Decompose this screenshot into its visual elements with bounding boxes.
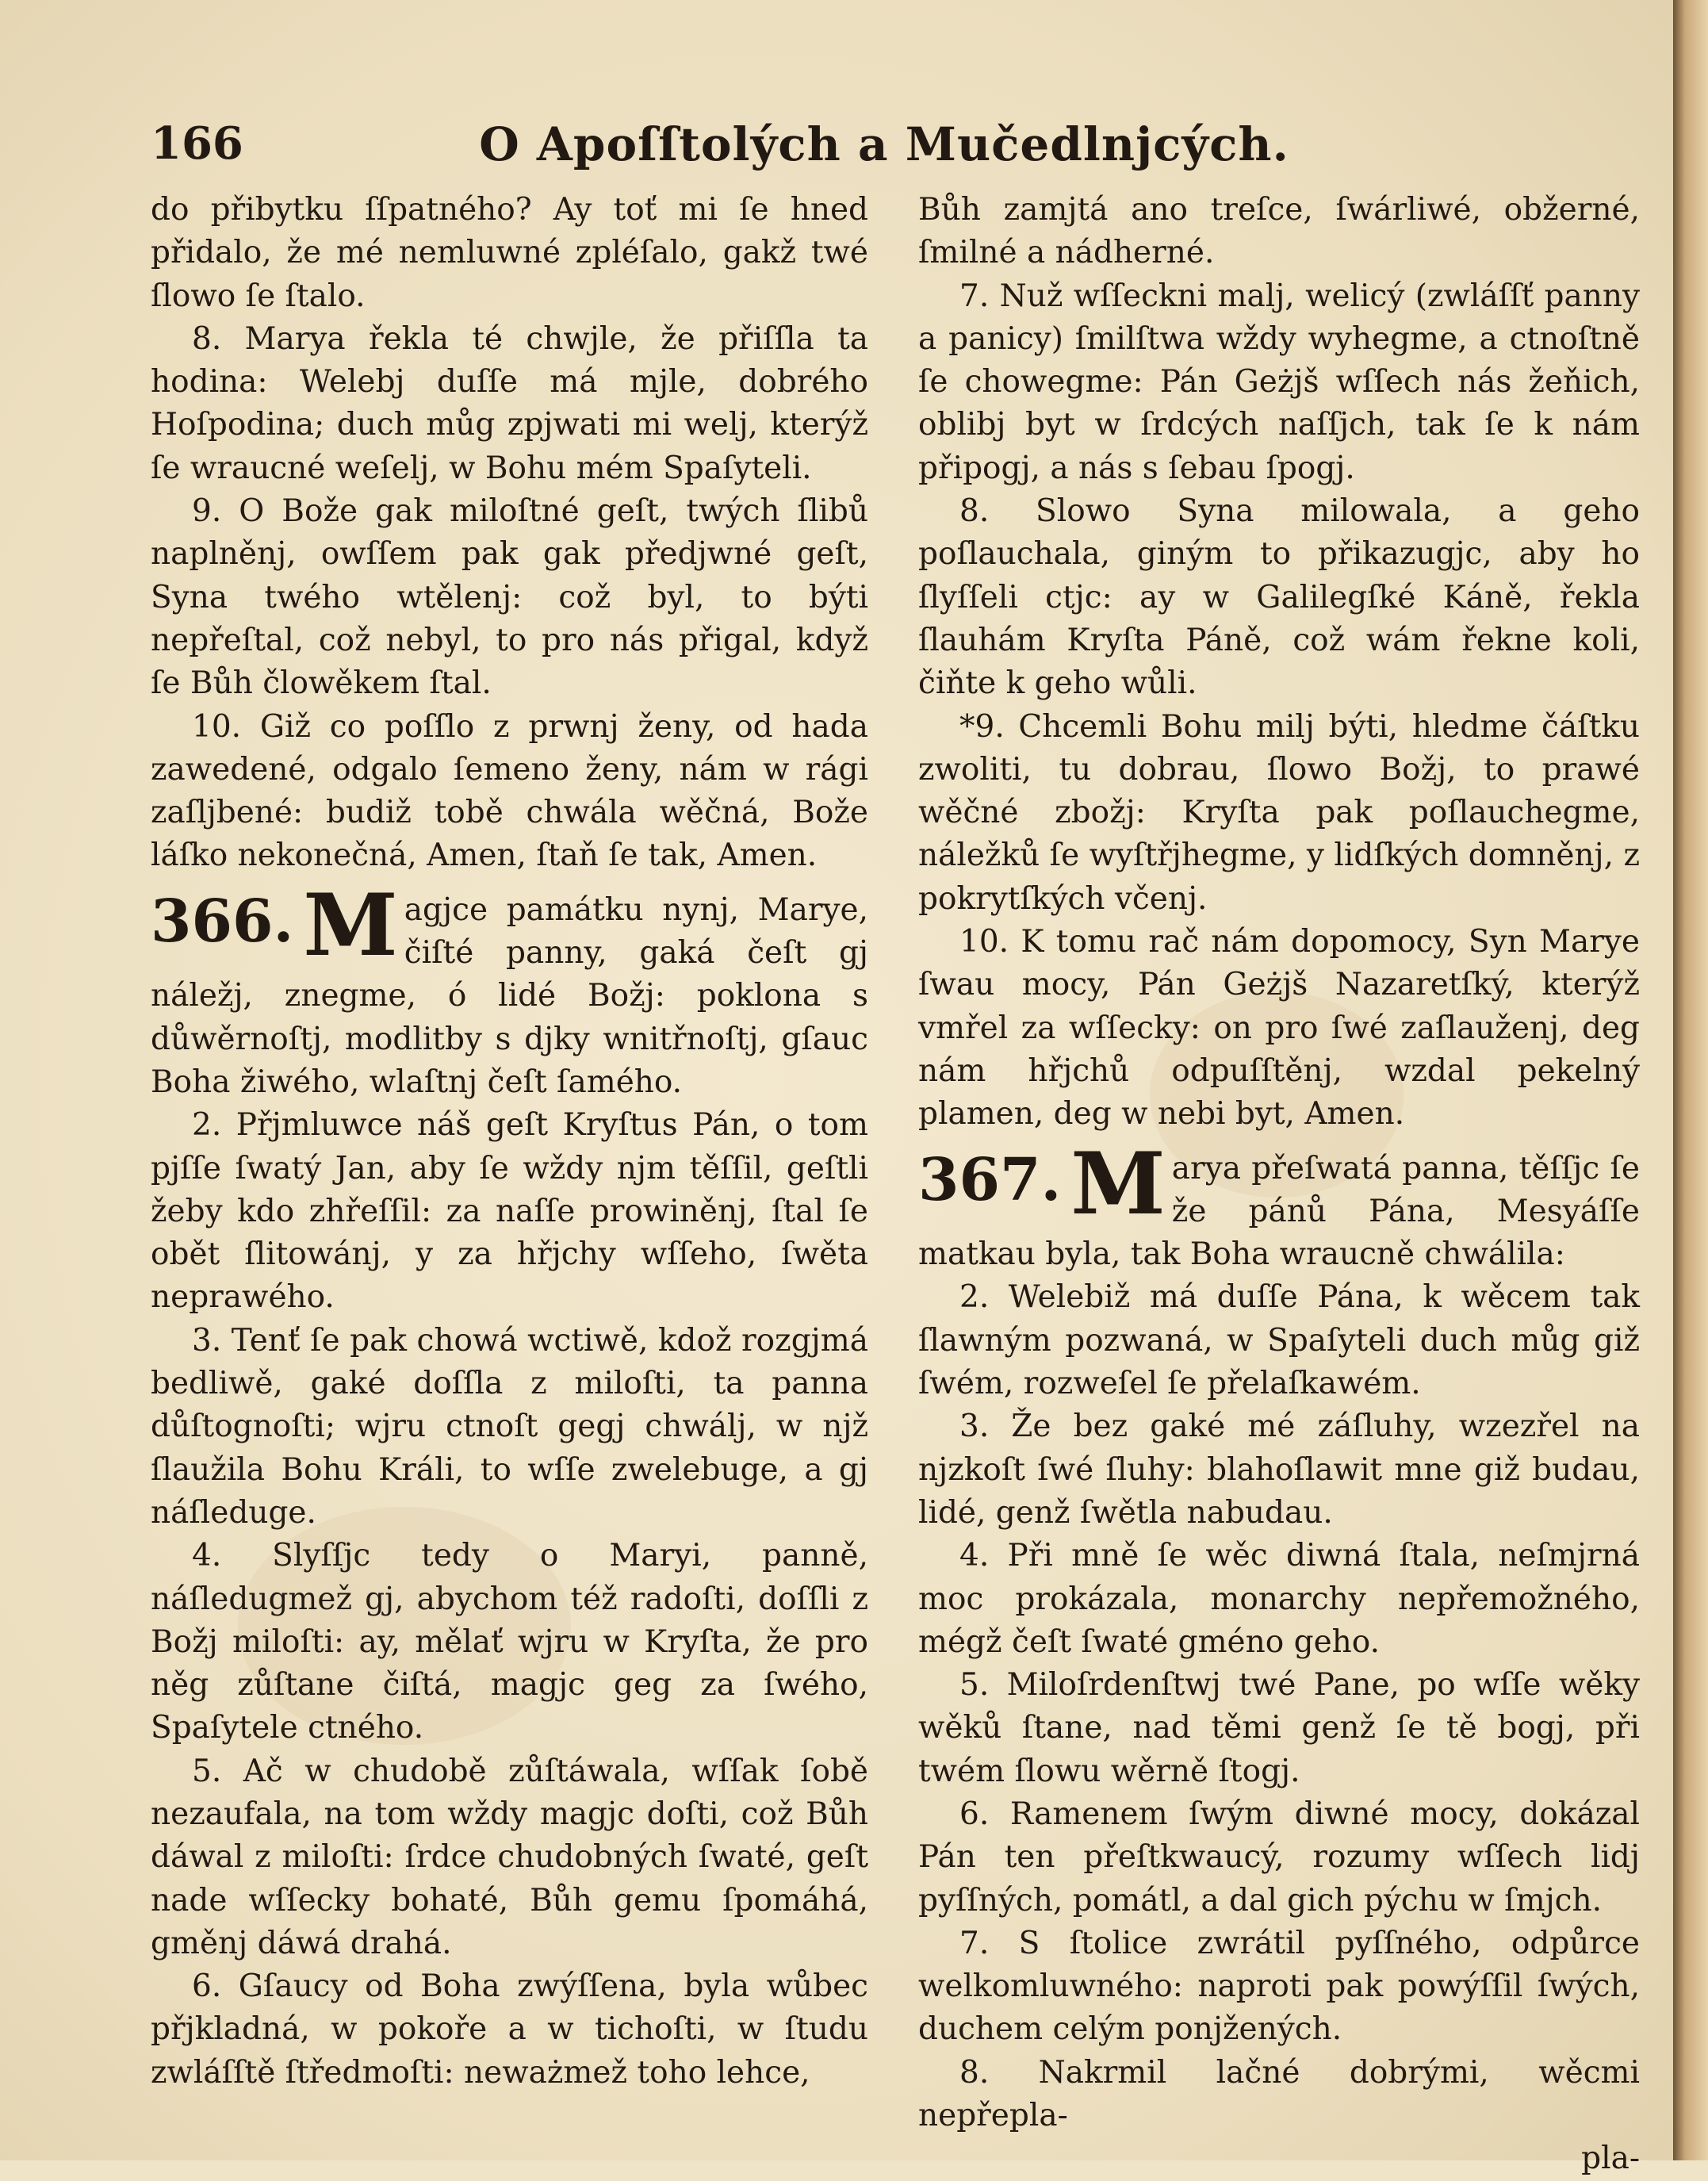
- paragraph: Bůh zamjtá ano treſce, ſwárliwé, obžerné, ſmilné a nádherné.: [918, 192, 1640, 271]
- verse: 7. S ſtolice zwrátil pyſſného, odpůrce welkomluwného: naproti pak powýſſil ſwých, duchem celým ponjžených.: [918, 1925, 1640, 2048]
- verse: 8. Nakrmil lačné dobrými, wěcmi nepřepla-: [918, 2054, 1640, 2134]
- verse: *9. Chcemli Bohu milj býti, hledme čáſtku zwoliti, tu dobrau, ſlowo Božj, to prawé wěčné zbožj: Kryſta pak poſlauchegme, náležků ſe wyſtřjhegme, y lidſkých domněnj, z pokrytſkých včenj.: [918, 708, 1640, 917]
- running-head: [151, 111, 1618, 182]
- next-page-edge: [1673, 0, 1708, 2160]
- verse: 10. Giž co poſſlo z prwnj ženy, od hada zawedené, odgalo ſemeno ženy, nám w rági zaſljbené: budiž tobě chwála wěčná, Bože láſko nekonečná, Amen, ſtaň ſe tak, Amen.: [151, 708, 868, 874]
- hymn-first-verse: arya přeſwatá panna, těſſjc ſe že pánů Pána, Mesyáſſe matkau byla, tak Boha wraucně chwálila:: [918, 1150, 1640, 1273]
- verse: 7. Nuž wſſeckni malj, welicý (zwláſſť panny a panicy) ſmilſtwa wždy wyhegme, a ctnoſtně ſe chowegme: Pán Geżjš wſſech nás žeňich, oblibj byt w ſrdcých naſſjch, tak ſe k nám připogj, a nás s ſebau ſpogj.: [918, 278, 1640, 486]
- page-number: 166: [151, 117, 243, 170]
- hymn-number: 366.: [151, 887, 294, 956]
- verse: 5. Miloſrdenſtwj twé Pane, po wſſe wěky wěků ſtane, nad těmi genž ſe tě bogj, při twém ſlowu wěrně ſtogj.: [918, 1667, 1640, 1789]
- verse: 4. Při mně ſe wěc diwná ſtala, neſmjrná moc prokázala, monarchy nepřemožného, mégž čeſt ſwaté gméno geho.: [918, 1538, 1640, 1660]
- verse: 2. Přjmluwce náš geſt Kryſtus Pán, o tom pjſſe ſwatý Jan, aby ſe wždy njm těſſil, geſtli žeby kdo zhřeſſil: za naſſe prowiněnj, ſtal ſe obět ſlitowánj, y za hřjchy wſſeho, ſwěta neprawého.: [151, 1107, 868, 1316]
- catchword: pla-: [1581, 2141, 1640, 2177]
- page-title: O Apoſſtolých a Mučedlnjcých.: [479, 117, 1289, 171]
- verse: 8. Slowo Syna milowala, a geho poſlauchala, giným to přikazugjc, aby ho ſlyſſeli ctjc: ay w Galilegſké Káně, řekla ſlauhám Kryſta Páně, což wám řekne koli, čiňte k geho wůli.: [918, 493, 1640, 702]
- verse: 9. O Bože gak miloſtné geſt, twých ſlibů naplněnj, owſſem pak gak předjwné geſt, Syna twého wtělenj: což byl, to býti nepřeſtal, což nebyl, to pro nás přigal, když ſe Bůh člowěkem ſtal.: [151, 493, 868, 702]
- right-column: [918, 189, 1640, 2181]
- left-column: [151, 189, 868, 2095]
- verse: 8. Marya řekla té chwjle, že přiſſla ta hodina: Welebj duſſe má mjle, dobrého Hoſpodina; duch můg zpjwati mi welj, kterýž ſe wraucné weſelj, w Bohu mém Spaſyteli.: [151, 320, 868, 486]
- hymn-number: 367.: [918, 1145, 1062, 1214]
- paragraph: do přibytku ſſpatného? Ay toť mi ſe hned přidalo, že mé nemluwné zpléſalo, gakž twé ſlowo ſe ſtalo.: [151, 192, 868, 314]
- verse: 5. Ač w chudobě zůſtáwala, wſſak ſobě nezaufala, na tom wždy magjc doſti, což Bůh dáwal z miloſti: ſrdce chudobných ſwaté, geſt nade wſſecky bohaté, Bůh gemu ſpomáhá, gměnj dáwá drahá.: [151, 1753, 868, 1961]
- drop-initial: M: [303, 875, 398, 976]
- drop-initial: M: [1070, 1133, 1166, 1234]
- verse: 6. Gſaucy od Boha zwýſſena, byla wůbec přjkladná, w pokoře a w tichoſti, w ſtudu zwláſſtě ſtředmoſti: neważmež toho lehce,: [151, 1968, 868, 2091]
- verse: 6. Ramenem ſwým diwné mocy, dokázal Pán ten přeſtkwaucý, rozumy wſſech lidj pyſſných, pomátl, a dal gich pýchu w ſmjch.: [918, 1796, 1640, 1918]
- verse: 2. Welebiž má duſſe Pána, k wěcem tak ſlawným pozwaná, w Spaſyteli duch můg giž ſwém, rozweſel ſe přelaſkawém.: [918, 1279, 1640, 1402]
- hymn-367: [918, 1133, 1640, 1277]
- verse: 3. Že bez gaké mé záſluhy, wzezřel na njzkoſt ſwé ſluhy: blahoſlawit mne giž budau, lidé, genž ſwětla nabudau.: [918, 1409, 1640, 1531]
- hymn-366: [151, 875, 868, 1104]
- hymn-first-verse: agjce památku nynj, Marye, čiſté panny, gaká čeſt gj náležj, znegme, ó lidé Božj: poklona s důwěrnoſtj, modlitby s djky wnitřnoſtj, gſauc Boha žiwého, wlaſtnj čeſt ſamého.: [151, 891, 868, 1100]
- verse: 10. K tomu rač nám dopomocy, Syn Marye ſwau mocy, Pán Geżjš Nazaretſký, kterýž vmřel za wſſecky: on pro ſwé zaſlauženj, deg nám hřjchů odpuſſtěnj, wzdal pekelný plamen, deg w nebi byt, Amen.: [918, 924, 1640, 1133]
- verse: 4. Slyſſjc tedy o Maryi, panně, náſledugmež gj, abychom též radoſti, doſſli z Božj miloſti: ay, mělať wjru w Kryſta, že pro něg zůſtane čiſtá, magjc geg za ſwého, Spaſytele ctného.: [151, 1538, 868, 1746]
- verse: 3. Tenť ſe pak chowá wctiwě, kdož rozgjmá bedliwě, gaké doſſla z miloſti, ta panna důſtognoſti; wjru ctnoſt gegj chwálj, w njž ſlaužila Bohu Králi, to wſſe zwelebuge, a gj náſleduge.: [151, 1322, 868, 1531]
